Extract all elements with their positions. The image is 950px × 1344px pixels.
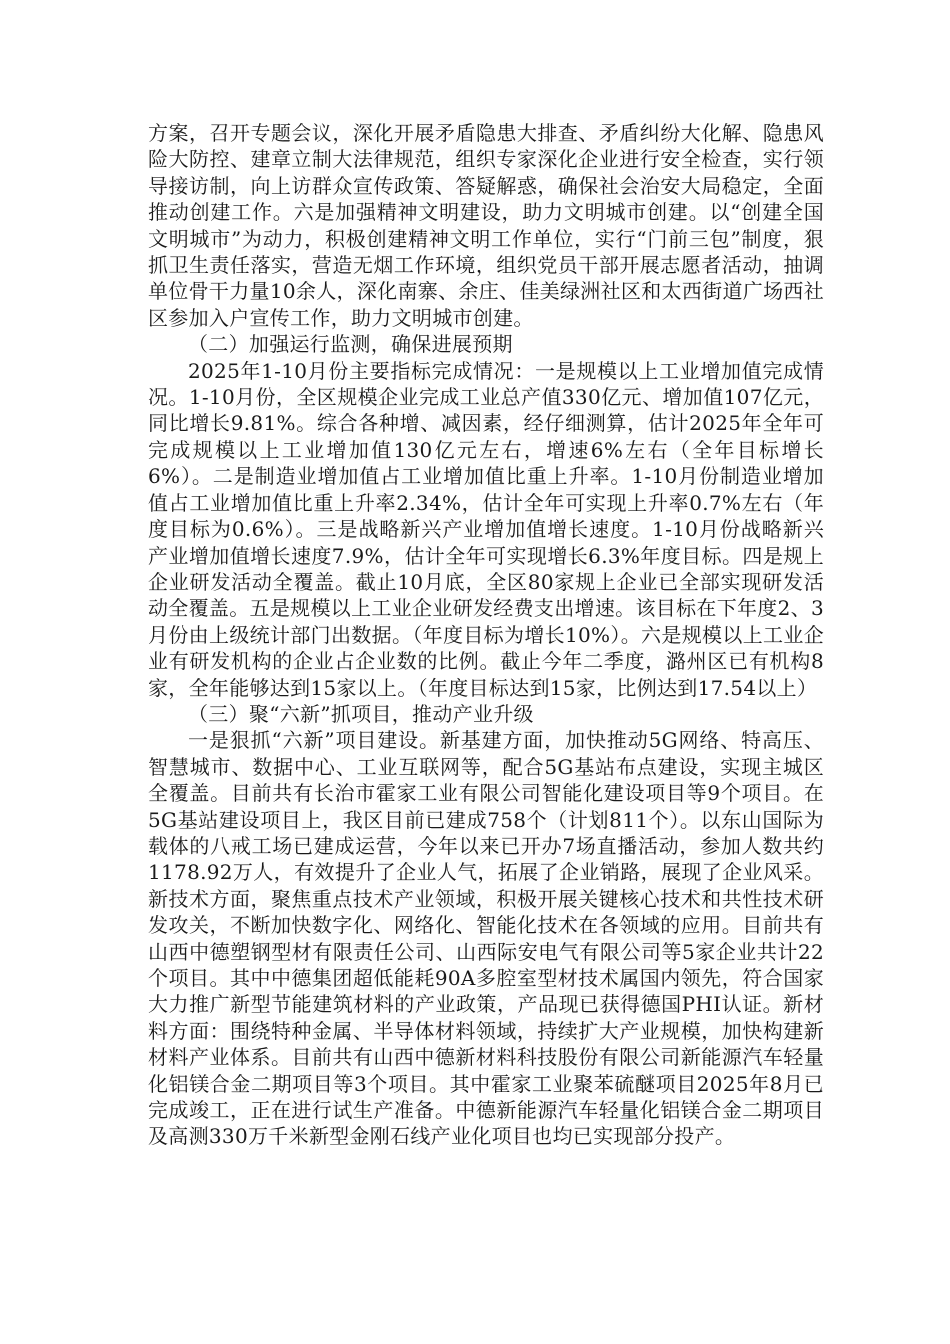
section-heading-2: （二）加强运行监测，确保进展预期	[188, 332, 513, 357]
paragraph-projects: 一是狠抓“六新”项目建设。新基建方面，加快推动5G网络、特高压、智慧城市、数据中心、工业互联网等，配合5G基站布点建设，实现主城区全覆盖。目前共有长治市霍家工业有限公司智能化建设项目等9个项目。在5G基站建设项目上，我区目前已建成758个（计划811个）。以东山国际为载体的八戒工场已建成运营，今年以来已开办7场直播活动，参加人数共约1178.92万人，有效提升了企业人气，拓展了企业销路，展现了企业风采。新技术方面，聚焦重点技术产业领域，积极开展关键核心技术和共性技术研发攻关，不断加快数字化、网络化、智能化技术在各领域的应用。目前共有山西中德塑钢型材有限责任公司、山西际安电气有限公司等5家企业共计22个项目。其中中德集团超低能耗90A多腔室型材技术属国内领先，符合国家大力推广新型节能建筑材料的产业政策，产品现已获得德国PHI认证。新材料方面：围绕特种金属、半导体材料领域，持续扩大产业规模，加快构建新材料产业体系。目前共有山西中德新材料科技股份有限公司新能源汽车轻量化铝镁合金二期项目等3个项目。其中霍家工业聚苯硫醚项目2025年8月已完成竣工，正在进行试生产准备。中德新能源汽车轻量化铝镁合金二期项目及高测330万千米新型金刚石线产业化项目也均已实现部分投产。	[148, 728, 824, 1149]
paragraph-indicators: 2025年1-10月份主要指标完成情况：一是规模以上工业增加值完成情况。1-10月份，全区规模企业完成工业总产值330亿元、增加值107亿元，同比增长9.81%。综合各种增、减因素，经仔细测算，估计2025年全年可完成规模以上工业增加值130亿元左右，增速6%左右（全年目标增长6%）。二是制造业增加值占工业增加值比重上升率。1-10月份制造业增加值占工业增加值比重上升率2.34%，估计全年可实现上升率0.7%左右（年度目标为0.6%）。三是战略新兴产业增加值增长速度。1-10月份战略新兴产业增加值增长速度7.9%，估计全年可实现增长6.3%年度目标。四是规上企业研发活动全覆盖。截止10月底，全区80家规上企业已全部实现研发活动全覆盖。五是规模以上工业企业研发经费支出增速。该目标在下年度2、3月份由上级统计部门出数据。（年度目标为增长10%）。六是规模以上工业企业有研发机构的企业占企业数的比例。截止今年二季度，潞州区已有机构8家，全年能够达到15家以上。（年度目标达到15家，比例达到17.54以上）	[148, 358, 824, 700]
paragraph-continuation: 方案，召开专题会议，深化开展矛盾隐患大排查、矛盾纠纷大化解、隐患风险大防控、建章立制大法律规范，组织专家深化企业进行安全检查，实行领导接访制，向上访群众宣传政策、答疑解惑，确保社会治安大局稳定，全面推动创建工作。六是加强精神文明建设，助力文明城市创建。以“创建全国文明城市”为动力，积极创建精神文明工作单位，实行“门前三包”制度，狠抓卫生责任落实，营造无烟工作环境，组织党员干部开展志愿者活动，抽调单位骨干力量10余人，深化南寨、余庄、佳美绿洲社区和太西街道广场西社区参加入户宣传工作，助力文明城市创建。	[148, 121, 824, 330]
document-body	[148, 120, 824, 1150]
section-heading-3: （三）聚“六新”抓项目，推动产业升级	[188, 701, 534, 726]
